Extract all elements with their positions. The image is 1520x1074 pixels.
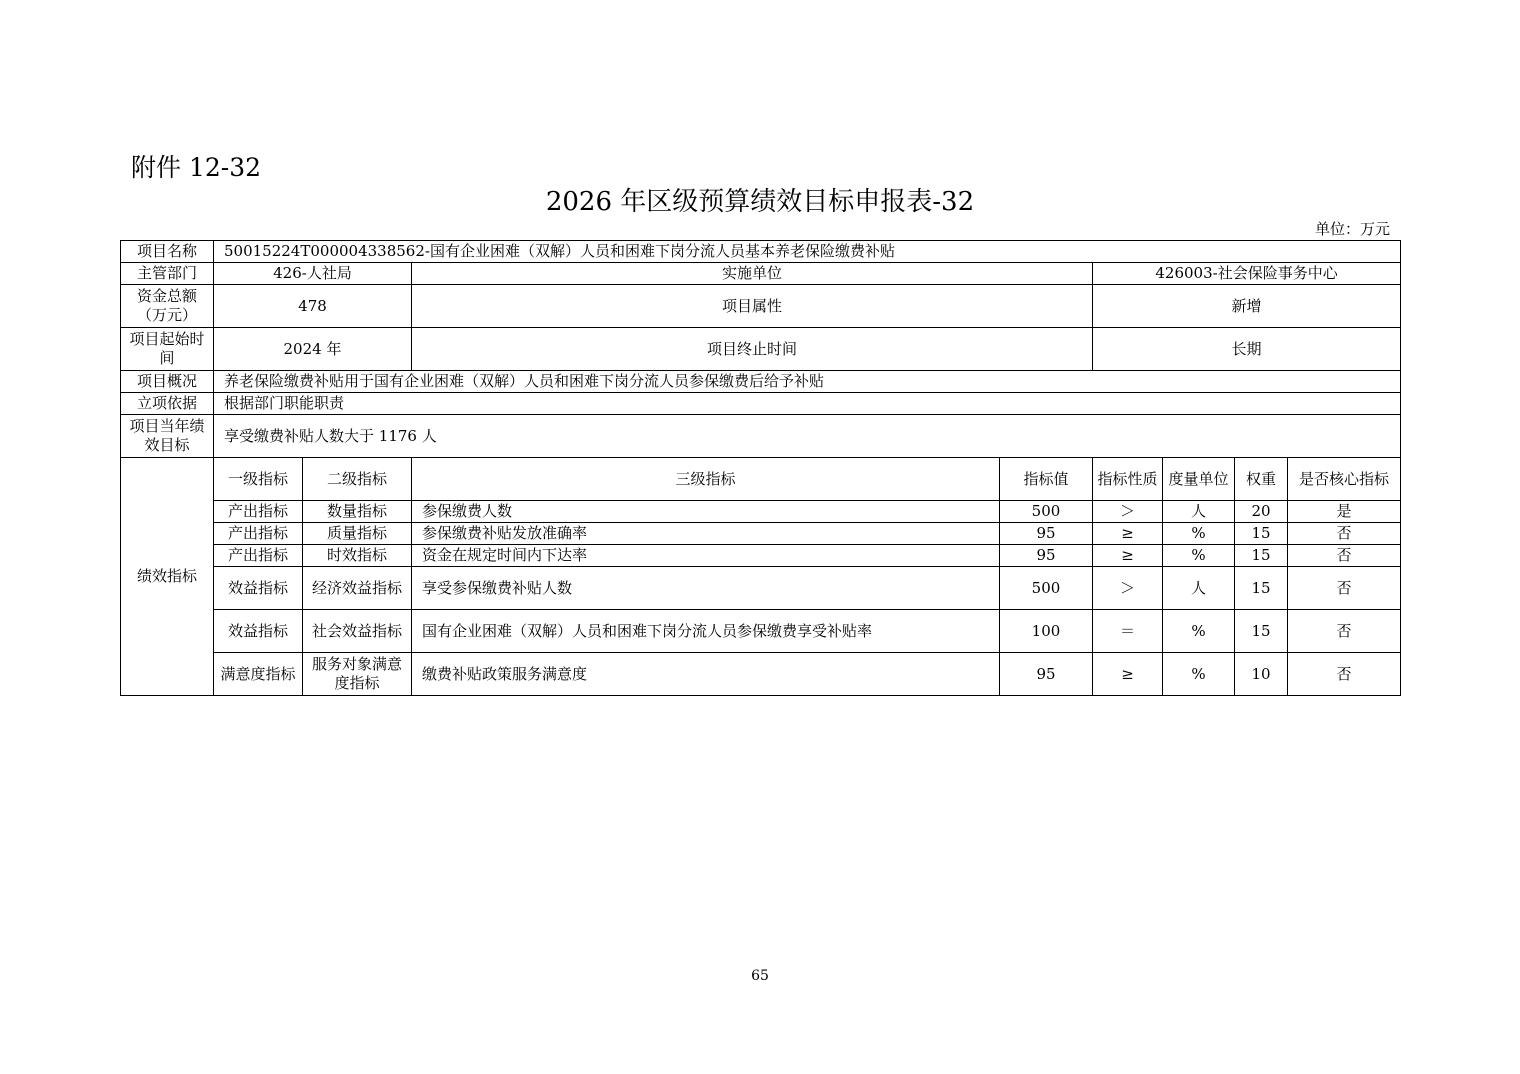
table-row [121, 545, 1401, 567]
end-label: 项目终止时间 [412, 328, 1093, 371]
row-level2: 社会效益指标 [303, 610, 412, 653]
row-unit: 人 [1163, 501, 1235, 523]
attr-value: 新增 [1093, 285, 1401, 328]
row-level2: 质量指标 [303, 523, 412, 545]
header-core: 是否核心指标 [1288, 458, 1401, 501]
row-unit: % [1163, 653, 1235, 696]
funds-value: 478 [214, 285, 412, 328]
overview-value: 养老保险缴费补贴用于国有企业困难（双解）人员和困难下岗分流人员参保缴费后给予补贴 [214, 371, 1401, 393]
row-value: 95 [1000, 653, 1093, 696]
row-level3: 参保缴费补贴发放准确率 [412, 523, 1000, 545]
row-unit: % [1163, 610, 1235, 653]
indicators-section-label: 绩效指标 [121, 458, 214, 696]
row-value: 500 [1000, 567, 1093, 610]
row-level1: 效益指标 [214, 567, 303, 610]
header-unit: 度量单位 [1163, 458, 1235, 501]
row-level1: 满意度指标 [214, 653, 303, 696]
page-number: 65 [751, 968, 769, 984]
goal-label: 项目当年绩效目标 [121, 415, 214, 458]
dept-label: 主管部门 [121, 263, 214, 285]
row-core: 否 [1288, 653, 1401, 696]
row-nature: ＝ [1093, 610, 1163, 653]
row-weight: 20 [1235, 501, 1288, 523]
overview-row [121, 371, 1401, 393]
unit-label: 单位：万元 [1314, 220, 1390, 238]
performance-goal-table [120, 240, 1401, 696]
dept-row [121, 263, 1401, 285]
row-level1: 产出指标 [214, 545, 303, 567]
row-nature: ＞ [1093, 501, 1163, 523]
row-weight: 15 [1235, 545, 1288, 567]
attr-label: 项目属性 [412, 285, 1093, 328]
row-core: 否 [1288, 545, 1401, 567]
start-label: 项目起始时间 [121, 328, 214, 371]
row-nature: ＞ [1093, 567, 1163, 610]
impl-label: 实施单位 [412, 263, 1093, 285]
row-nature: ≥ [1093, 653, 1163, 696]
table-row [121, 610, 1401, 653]
row-core: 是 [1288, 501, 1401, 523]
row-level3: 享受参保缴费补贴人数 [412, 567, 1000, 610]
row-nature: ≥ [1093, 523, 1163, 545]
project-name-value: 50015224T000004338562-国有企业困难（双解）人员和困难下岗分流人员基本养老保险缴费补贴 [214, 241, 1401, 263]
row-core: 否 [1288, 523, 1401, 545]
header-level3: 三级指标 [412, 458, 1000, 501]
table-row [121, 523, 1401, 545]
row-level3: 缴费补贴政策服务满意度 [412, 653, 1000, 696]
overview-label: 项目概况 [121, 371, 214, 393]
page-title: 2026 年区级预算绩效目标申报表-32 [545, 187, 975, 217]
row-value: 95 [1000, 523, 1093, 545]
row-weight: 15 [1235, 567, 1288, 610]
row-level1: 产出指标 [214, 501, 303, 523]
row-weight: 15 [1235, 610, 1288, 653]
row-level3: 国有企业困难（双解）人员和困难下岗分流人员参保缴费享受补贴率 [412, 610, 1000, 653]
time-row [121, 328, 1401, 371]
header-nature: 指标性质 [1093, 458, 1163, 501]
goal-value: 享受缴费补贴人数大于 1176 人 [214, 415, 1401, 458]
row-weight: 15 [1235, 523, 1288, 545]
row-unit: % [1163, 545, 1235, 567]
funds-label: 资金总额（万元） [121, 285, 214, 328]
table-row [121, 567, 1401, 610]
project-name-row [121, 241, 1401, 263]
goal-row [121, 415, 1401, 458]
row-value: 95 [1000, 545, 1093, 567]
row-nature: ≥ [1093, 545, 1163, 567]
row-level1: 产出指标 [214, 523, 303, 545]
table-row [121, 501, 1401, 523]
project-name-label: 项目名称 [121, 241, 214, 263]
header-value: 指标值 [1000, 458, 1093, 501]
row-level2: 经济效益指标 [303, 567, 412, 610]
start-value: 2024 年 [214, 328, 412, 371]
attachment-label: 附件 12-32 [131, 153, 262, 182]
basis-value: 根据部门职能职责 [214, 393, 1401, 415]
row-level3: 资金在规定时间内下达率 [412, 545, 1000, 567]
row-level2: 时效指标 [303, 545, 412, 567]
row-level1: 效益指标 [214, 610, 303, 653]
basis-row [121, 393, 1401, 415]
row-level2: 数量指标 [303, 501, 412, 523]
row-weight: 10 [1235, 653, 1288, 696]
end-value: 长期 [1093, 328, 1401, 371]
row-value: 100 [1000, 610, 1093, 653]
header-level2: 二级指标 [303, 458, 412, 501]
indicator-header-row [121, 458, 1401, 501]
row-core: 否 [1288, 610, 1401, 653]
row-level3: 参保缴费人数 [412, 501, 1000, 523]
basis-label: 立项依据 [121, 393, 214, 415]
row-unit: % [1163, 523, 1235, 545]
row-unit: 人 [1163, 567, 1235, 610]
funds-row [121, 285, 1401, 328]
impl-value: 426003-社会保险事务中心 [1093, 263, 1401, 285]
row-core: 否 [1288, 567, 1401, 610]
dept-value: 426-人社局 [214, 263, 412, 285]
table-row [121, 653, 1401, 696]
header-weight: 权重 [1235, 458, 1288, 501]
row-level2: 服务对象满意度指标 [303, 653, 412, 696]
row-value: 500 [1000, 501, 1093, 523]
header-level1: 一级指标 [214, 458, 303, 501]
